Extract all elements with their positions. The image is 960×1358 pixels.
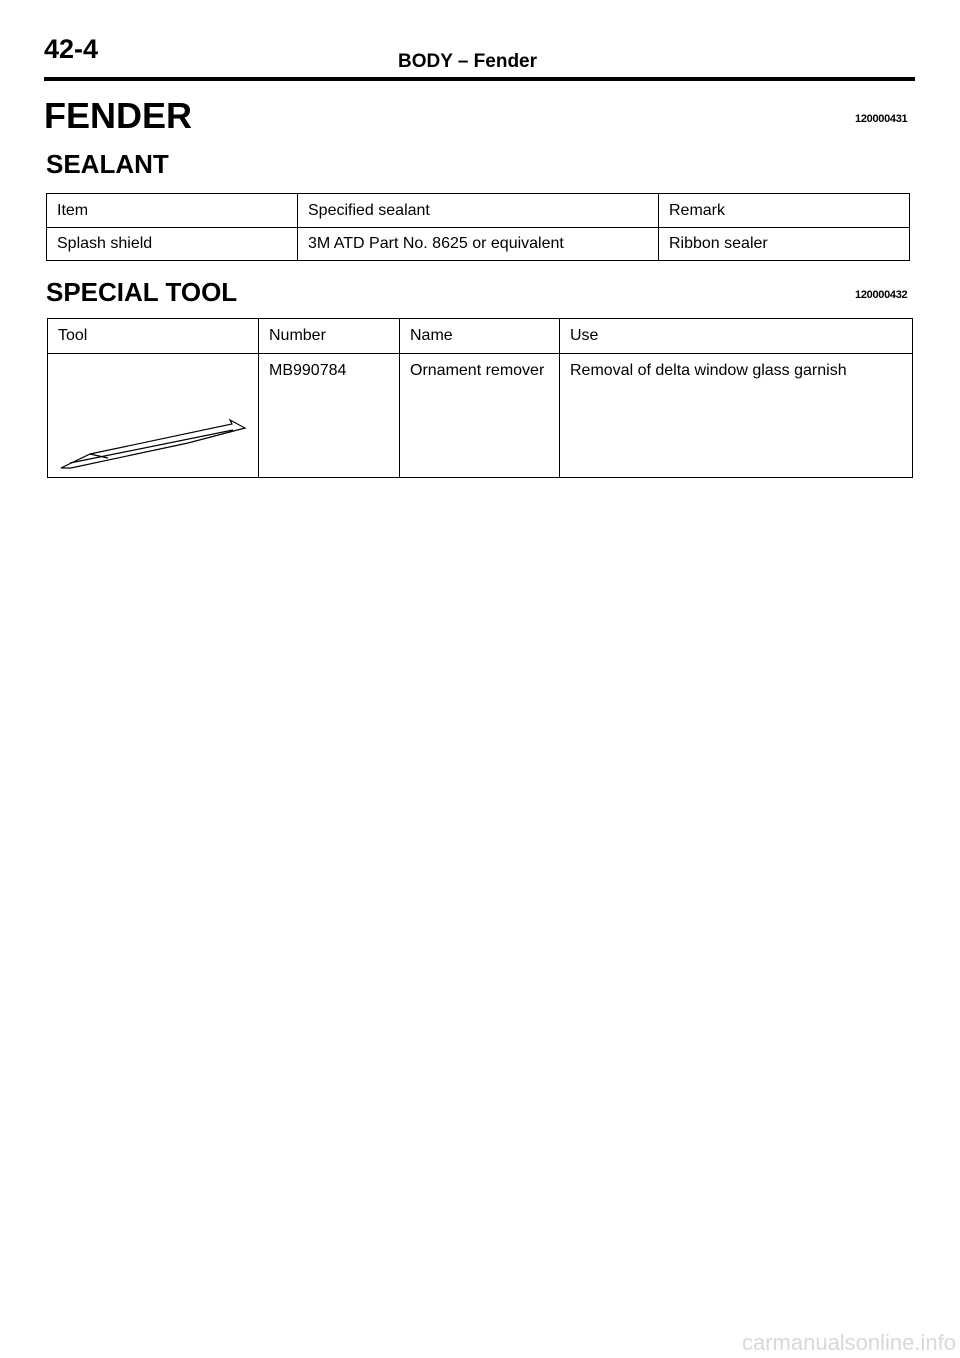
sealant-heading: SEALANT <box>46 149 169 179</box>
table-header-row <box>48 319 913 354</box>
table-row <box>47 228 910 261</box>
column-header: Tool <box>48 319 259 354</box>
table-header-row <box>47 194 910 228</box>
page-number: 42-4 <box>44 34 99 64</box>
tool-illustration-cell <box>48 354 259 478</box>
special-tool-table <box>47 318 913 478</box>
watermark: carmanualsonline.info <box>741 1330 956 1355</box>
table-row <box>48 354 913 478</box>
sealant-table <box>46 193 910 261</box>
table-cell: Ribbon sealer <box>659 228 910 261</box>
special-tool-heading: SPECIAL TOOL <box>46 277 238 307</box>
column-header: Number <box>259 319 400 354</box>
column-header: Item <box>47 194 298 228</box>
special-tool-code: 120000432 <box>855 289 908 301</box>
table-cell: 3M ATD Part No. 8625 or equivalent <box>298 228 659 261</box>
column-header: Name <box>400 319 560 354</box>
column-header: Use <box>560 319 913 354</box>
column-header: Specified sealant <box>298 194 659 228</box>
ornament-remover-illustration <box>48 354 258 472</box>
tool-name: Ornament remover <box>400 354 560 478</box>
column-header: Remark <box>659 194 910 228</box>
table-cell: Splash shield <box>47 228 298 261</box>
header-divider <box>44 77 915 81</box>
title-code: 120000431 <box>855 113 908 125</box>
section-title: BODY – Fender <box>398 51 538 72</box>
page-title: FENDER <box>44 95 193 136</box>
tool-number: MB990784 <box>259 354 400 478</box>
tool-use: Removal of delta window glass garnish <box>560 354 913 478</box>
